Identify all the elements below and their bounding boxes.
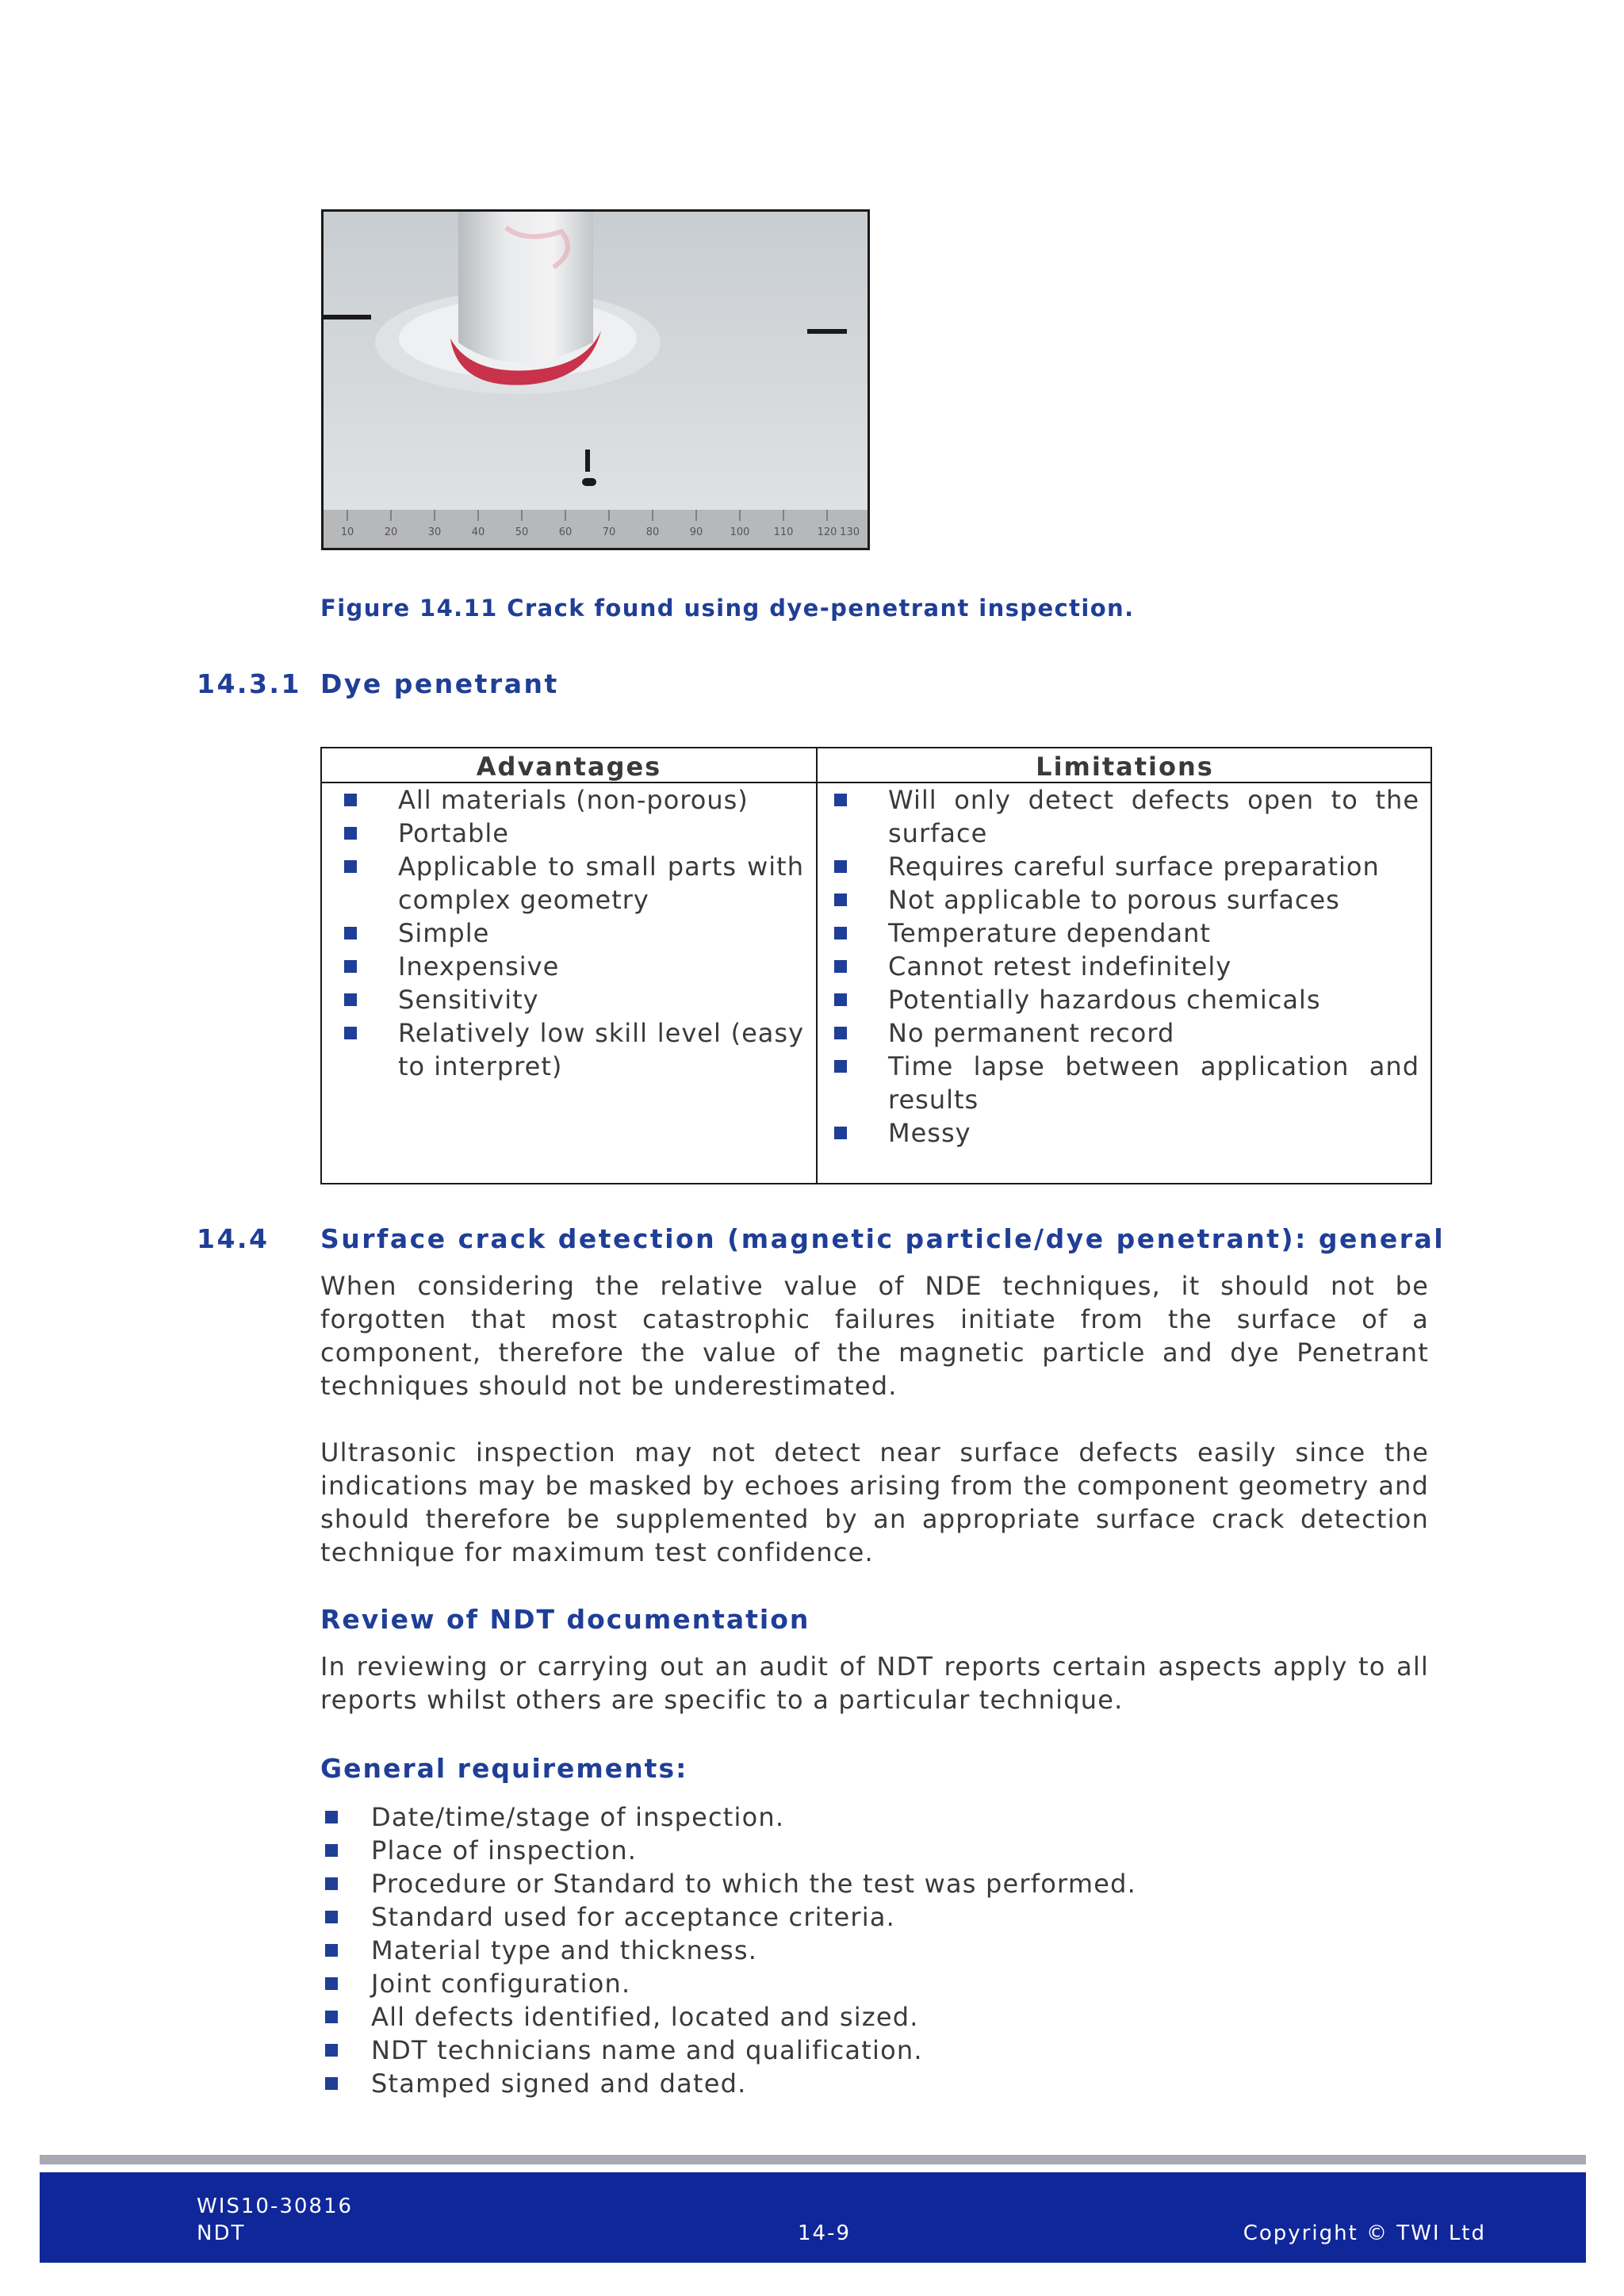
square-bullet-icon — [834, 1027, 847, 1039]
paragraph: Ultrasonic inspection may not detect near surface defects easily since the indications may be masked by echoes arising from the component geometry and should therefore be supplemented by an appropriate surface crack detection technique for maximum test confidence. — [320, 1437, 1429, 1567]
list-item: Time lapse between application and results — [888, 1050, 1419, 1116]
ruler-label: 40 — [471, 526, 485, 538]
crack-photo — [321, 209, 870, 550]
subheading-review: Review of NDT documentation — [320, 1604, 810, 1635]
requirements-list — [320, 1800, 1136, 2100]
list-item: All materials (non-porous) — [398, 783, 804, 817]
square-bullet-icon — [834, 894, 847, 906]
list-item: Standard used for acceptance criteria. — [320, 1900, 1136, 1934]
footer-course: NDT — [197, 2221, 246, 2245]
square-bullet-icon — [344, 1027, 357, 1039]
square-bullet-icon — [834, 860, 847, 873]
square-bullet-icon — [325, 1977, 338, 1990]
list-item: Stamped signed and dated. — [320, 2067, 1136, 2100]
square-bullet-icon — [325, 1844, 338, 1857]
limitations-list — [888, 783, 1419, 1150]
ruler-label: 80 — [645, 526, 660, 538]
square-bullet-icon — [344, 860, 357, 873]
ruler-label: 60 — [558, 526, 573, 538]
square-bullet-icon — [834, 993, 847, 1006]
ruler-label: 30 — [427, 526, 442, 538]
ruler-label: 50 — [515, 526, 529, 538]
list-item: Cannot retest indefinitely — [888, 950, 1419, 983]
square-bullet-icon — [834, 1127, 847, 1139]
list-item: Material type and thickness. — [320, 1934, 1136, 1967]
footer-copyright: Copyright © TWI Ltd — [1243, 2221, 1486, 2245]
ruler-label: 90 — [689, 526, 703, 538]
section-title: Surface crack detection (magnetic particle/dye penetrant): general — [320, 1223, 1446, 1254]
square-bullet-icon — [325, 1911, 338, 1923]
list-item: Joint configuration. — [320, 1967, 1136, 2000]
list-item: NDT technicians name and qualification. — [320, 2034, 1136, 2067]
square-bullet-icon — [344, 993, 357, 1006]
footer-page-number: 14-9 — [798, 2221, 852, 2245]
square-bullet-icon — [325, 1811, 338, 1823]
square-bullet-icon — [325, 2077, 338, 2090]
footer-divider — [40, 2155, 1586, 2164]
square-bullet-icon — [834, 927, 847, 939]
section-number: 14.4 — [197, 1223, 270, 1254]
list-item: Not applicable to porous surfaces — [888, 883, 1419, 916]
square-bullet-icon — [325, 2011, 338, 2023]
ruler-label: 20 — [384, 526, 398, 538]
list-item: Requires careful surface preparation — [888, 850, 1419, 883]
list-item: Inexpensive — [398, 950, 804, 983]
section-number: 14.3.1 — [197, 668, 301, 699]
list-item: Potentially hazardous chemicals — [888, 983, 1419, 1016]
list-item: Date/time/stage of inspection. — [320, 1800, 1136, 1834]
advantages-list — [398, 783, 804, 1083]
paragraph: When considering the relative value of NDE techniques, it should not be forgotten that most catastrophic failures initiate from the surface of a component, therefore the value of the magnetic particle and dye Penetrant techniques should not be underestimated. — [320, 1271, 1429, 1401]
advantages-limitations-table — [320, 747, 1432, 1184]
list-item: Sensitivity — [398, 983, 804, 1016]
ruler-label: 70 — [602, 526, 616, 538]
subheading-general: General requirements: — [320, 1753, 688, 1784]
ruler-label: 10 — [340, 526, 354, 538]
paragraph: In reviewing or carrying out an audit of NDT reports certain aspects apply to all reports whilst others are specific to a particular technique. — [320, 1651, 1429, 1715]
list-item: Portable — [398, 817, 804, 850]
header-limitations: Limitations — [1036, 752, 1214, 782]
list-item: Procedure or Standard to which the test was performed. — [320, 1867, 1136, 1900]
square-bullet-icon — [834, 960, 847, 973]
list-item: Applicable to small parts with complex geometry — [398, 850, 804, 916]
list-item: All defects identified, located and sized. — [320, 2000, 1136, 2034]
ruler-label: 120 — [817, 526, 837, 538]
square-bullet-icon — [344, 827, 357, 840]
list-item: Will only detect defects open to the surface — [888, 783, 1419, 850]
ruler-label: 110 — [773, 526, 794, 538]
ruler-label: 130 — [840, 526, 860, 538]
square-bullet-icon — [344, 960, 357, 973]
square-bullet-icon — [834, 1060, 847, 1073]
header-advantages: Advantages — [476, 752, 662, 782]
square-bullet-icon — [834, 794, 847, 806]
ruler-label: 100 — [730, 526, 750, 538]
section-title: Dye penetrant — [320, 668, 559, 699]
square-bullet-icon — [325, 1944, 338, 1957]
list-item: Place of inspection. — [320, 1834, 1136, 1867]
footer-doc-id: WIS10-30816 — [197, 2195, 354, 2218]
square-bullet-icon — [344, 927, 357, 939]
list-item: Simple — [398, 916, 804, 950]
list-item: Temperature dependant — [888, 916, 1419, 950]
footer-bar — [40, 2172, 1586, 2263]
square-bullet-icon — [325, 1877, 338, 1890]
list-item: Messy — [888, 1116, 1419, 1150]
square-bullet-icon — [344, 794, 357, 806]
square-bullet-icon — [325, 2044, 338, 2057]
figure-caption: Figure 14.11 Crack found using dye-penetrant inspection. — [320, 595, 1135, 622]
list-item: Relatively low skill level (easy to interpret) — [398, 1016, 804, 1083]
list-item: No permanent record — [888, 1016, 1419, 1050]
